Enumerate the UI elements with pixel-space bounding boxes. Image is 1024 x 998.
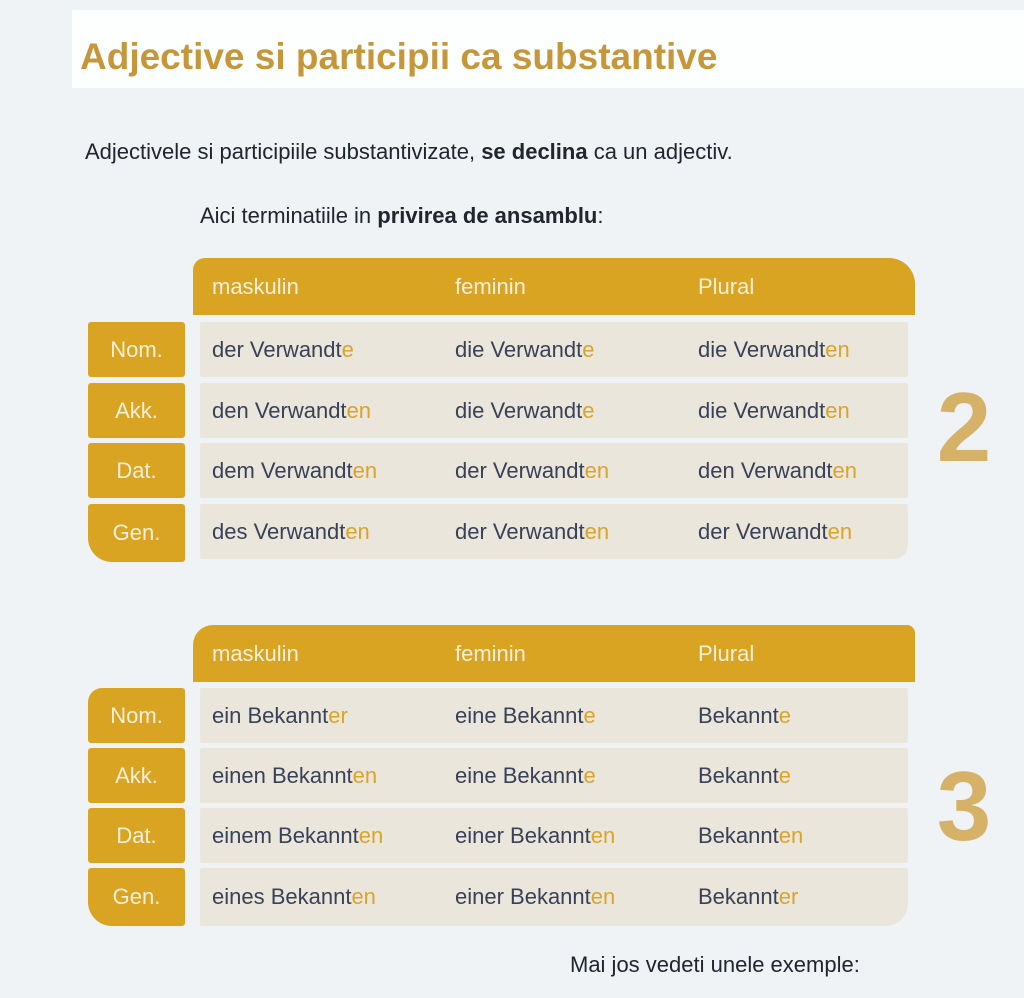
table1-dat-plural (686, 458, 908, 484)
section-number-3: 3 (936, 751, 992, 861)
word-stem: Bekannt (698, 884, 779, 909)
table2-dat-plural (686, 823, 908, 849)
table2-nom-maskulin (200, 703, 443, 729)
word-ending: er (778, 884, 799, 909)
word-stem: einer Bekannt (455, 884, 591, 909)
word-ending: en (345, 518, 370, 544)
subtitle-paragraph (200, 203, 604, 229)
word-stem: ein Bekannt (212, 702, 329, 728)
page-title: Adjective si participii ca substantive (80, 36, 718, 77)
table1-akk-feminin (443, 398, 686, 424)
word-ending: e (341, 336, 354, 362)
table1-header-feminin: feminin (455, 273, 526, 299)
table1-row-akk (200, 383, 908, 438)
table2-header-feminin: feminin (455, 640, 526, 666)
word-stem: den Verwandt (698, 457, 833, 483)
word-ending: en (832, 457, 858, 483)
table2-dat-feminin (443, 823, 686, 849)
subtitle-text-end: : (597, 203, 604, 228)
word-ending: en (827, 518, 853, 544)
word-ending: en (590, 884, 616, 909)
table1-row-gen (200, 504, 908, 559)
table1-header-row (193, 258, 915, 315)
table2-case-label-gen: Gen. (88, 868, 185, 926)
intro-paragraph (85, 139, 733, 165)
table2-row-akk (200, 748, 908, 803)
word-stem: die Verwandt (698, 397, 826, 423)
word-ending: en (778, 822, 804, 848)
table1-gen-plural (686, 519, 908, 545)
table2-header-maskulin: maskulin (212, 640, 299, 666)
word-ending: e (582, 336, 595, 362)
table1-akk-maskulin (200, 398, 443, 424)
table1-case-label-dat: Dat. (88, 443, 185, 498)
table2-dat-maskulin (200, 823, 443, 849)
word-ending: en (825, 336, 850, 362)
word-stem: eines Bekannt (212, 884, 352, 909)
word-ending: e (582, 397, 595, 423)
table2-gen-maskulin (200, 884, 443, 910)
section-number-2: 2 (936, 372, 992, 482)
word-stem: der Verwandt (455, 518, 585, 544)
word-stem: der Verwandt (455, 457, 585, 483)
word-ending: e (778, 762, 791, 788)
word-stem: Bekannt (698, 762, 779, 788)
word-ending: e (778, 702, 791, 728)
word-stem: eine Bekannt (455, 762, 584, 788)
table2-akk-feminin (443, 763, 686, 789)
word-stem: den Verwandt (212, 397, 347, 423)
word-stem: die Verwandt (698, 336, 826, 362)
word-ending: en (584, 518, 610, 544)
table1-nom-plural (686, 337, 908, 363)
word-ending: en (352, 762, 378, 788)
table1-gen-feminin (443, 519, 686, 545)
table1-case-label-nom: Nom. (88, 322, 185, 377)
table2-row-nom (200, 688, 908, 743)
table1-dat-maskulin (200, 458, 443, 484)
table1-case-label-gen: Gen. (88, 504, 185, 562)
word-ending: e (583, 762, 596, 788)
footer-text: Mai jos vedeti unele exemple: (570, 952, 860, 977)
word-stem: dem Verwandt (212, 457, 353, 483)
table1-nom-maskulin (200, 337, 443, 363)
table2-nom-plural (686, 703, 908, 729)
word-ending: en (346, 397, 372, 423)
word-ending: en (825, 397, 850, 423)
word-stem: einen Bekannt (212, 762, 353, 788)
word-ending: er (328, 702, 348, 728)
table1-akk-plural (686, 398, 908, 424)
table2-header-row (193, 625, 915, 682)
table2-row-dat (200, 808, 908, 863)
table1-header-plural: Plural (698, 273, 755, 299)
word-ending: en (584, 457, 610, 483)
word-stem: eine Bekannt (455, 702, 584, 728)
table1-gen-maskulin (200, 519, 443, 545)
table1-row-nom (200, 322, 908, 377)
subtitle-bold-text: privirea de ansamblu (377, 203, 598, 228)
table2-case-label-dat: Dat. (88, 808, 185, 863)
table1-case-label-akk: Akk. (88, 383, 185, 438)
table1-row-dat (200, 443, 908, 498)
word-stem: der Verwandt (698, 518, 828, 544)
word-stem: die Verwandt (455, 336, 583, 362)
intro-text-end: ca un adjectiv. (587, 139, 733, 164)
word-stem: Bekannt (698, 822, 779, 848)
table2-case-label-akk: Akk. (88, 748, 185, 803)
table2-akk-plural (686, 763, 908, 789)
table2-akk-maskulin (200, 763, 443, 789)
table2-header-plural: Plural (698, 640, 755, 666)
table1-dat-feminin (443, 458, 686, 484)
word-stem: einem Bekannt (212, 822, 359, 848)
table2-nom-feminin (443, 703, 686, 729)
word-ending: en (590, 822, 616, 848)
table2-gen-plural (686, 884, 908, 910)
subtitle-text: Aici terminatiile in (200, 203, 378, 228)
word-stem: Bekannt (698, 702, 779, 728)
table1-header-maskulin: maskulin (212, 273, 299, 299)
table2-gen-feminin (443, 884, 686, 910)
table2-row-gen (200, 868, 908, 926)
word-stem: die Verwandt (455, 397, 583, 423)
table1-nom-feminin (443, 337, 686, 363)
intro-text: Adjectivele si participiile substantivizate, (85, 139, 482, 164)
table2-case-label-nom: Nom. (88, 688, 185, 743)
word-ending: en (352, 457, 378, 483)
word-stem: der Verwandt (212, 336, 342, 362)
intro-bold-text: se declina (481, 139, 588, 164)
word-stem: des Verwandt (212, 518, 346, 544)
word-ending: en (358, 822, 384, 848)
word-stem: einer Bekannt (455, 822, 591, 848)
word-ending: e (583, 702, 596, 728)
word-ending: en (351, 884, 376, 909)
